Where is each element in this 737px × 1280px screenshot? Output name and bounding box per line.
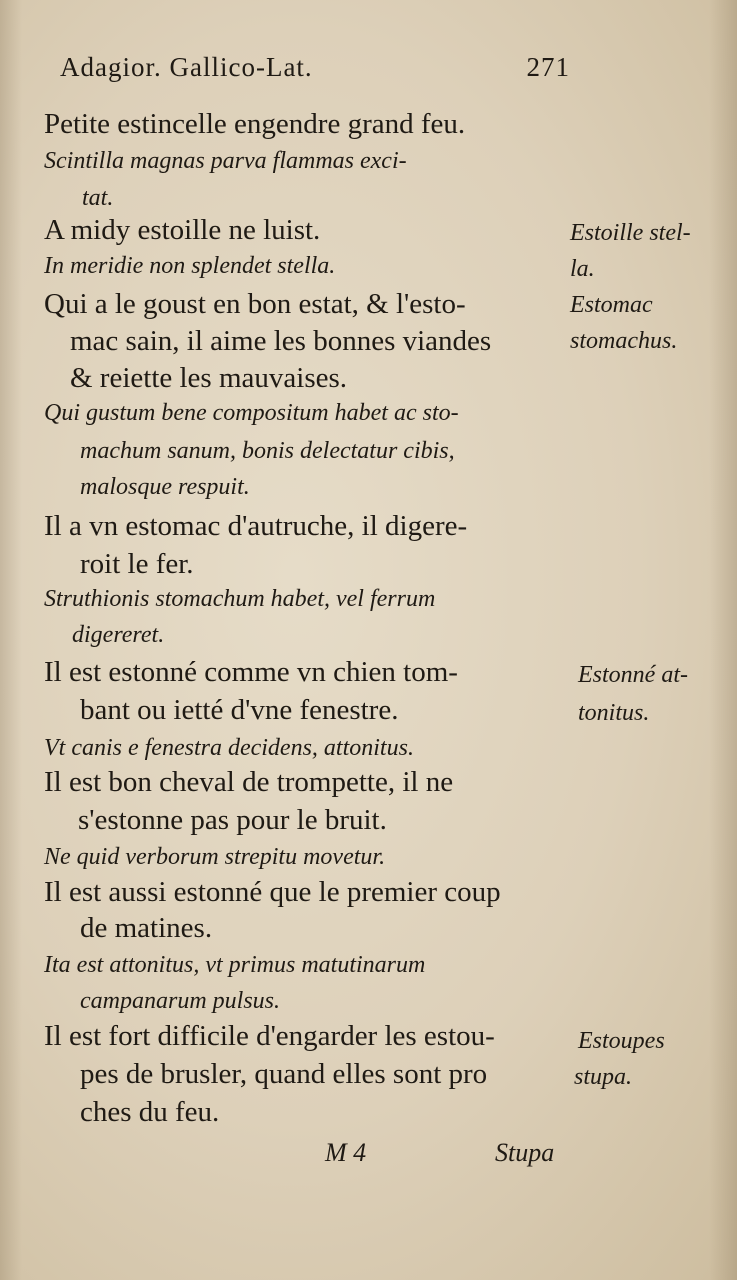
text-line-latin: Ne quid verborum strepitu movetur. (44, 844, 386, 870)
text-line: Il est bon cheval de trompette, il ne (44, 766, 454, 798)
text-line-latin: In meridie non splendet stella. (44, 253, 336, 279)
text-line: mac sain, il aime les bonnes viandes (70, 325, 492, 357)
margin-note: Estoupes (578, 1028, 665, 1054)
text-line-latin: machum sanum, bonis delectatur cibis, (80, 438, 455, 464)
text-line: A midy estoille ne luist. (44, 214, 321, 246)
running-header (60, 52, 570, 83)
text-line: & reiette les mauvaises. (70, 362, 348, 394)
text-line: Qui a le goust en bon estat, & l'esto- (44, 288, 466, 320)
text-line-latin: digereret. (72, 622, 165, 648)
text-line: pes de brusler, quand elles sont pro (80, 1058, 488, 1090)
text-line-latin: tat. (82, 185, 114, 211)
text-line-latin: Qui gustum bene compositum habet ac sto- (44, 400, 459, 426)
signature-mark: M 4 (325, 1138, 367, 1167)
margin-note: Estoille stel- (570, 220, 691, 246)
margin-note: Estonné at- (578, 662, 688, 688)
margin-note: stomachus. (570, 328, 678, 354)
running-title: Adagior. Gallico-Lat. (60, 52, 313, 82)
text-line-latin: Vt canis e fenestra decidens, attonitus. (44, 735, 414, 761)
catchword: Stupa (495, 1138, 555, 1167)
text-line: Petite estincelle engendre grand feu. (44, 108, 466, 140)
text-line: Il est estonné comme vn chien tom- (44, 656, 458, 688)
text-line-latin: malosque respuit. (80, 474, 250, 500)
text-line-latin: Ita est attonitus, vt primus matutinarum (44, 952, 426, 978)
page-number: 271 (526, 52, 570, 82)
text-line: Il est aussi estonné que le premier coup (44, 876, 501, 908)
margin-note: Estomac (570, 292, 653, 318)
text-line-latin: Struthionis stomachum habet, vel ferrum (44, 586, 436, 612)
text-line: Il a vn estomac d'autruche, il digere- (44, 510, 468, 542)
text-line: s'estonne pas pour le bruit. (78, 804, 387, 836)
text-line: bant ou ietté d'vne fenestre. (80, 694, 399, 726)
text-line: Il est fort difficile d'engarder les estou- (44, 1020, 495, 1052)
text-line: de matines. (80, 912, 213, 944)
text-line: ches du feu. (80, 1096, 220, 1128)
text-line-latin: Scintilla magnas parva flammas exci- (44, 148, 407, 174)
margin-note: tonitus. (578, 700, 650, 726)
text-line-latin: campanarum pulsus. (80, 988, 281, 1014)
text-line: roit le fer. (80, 548, 194, 580)
margin-note: la. (570, 256, 595, 282)
margin-note: stupa. (574, 1064, 633, 1090)
